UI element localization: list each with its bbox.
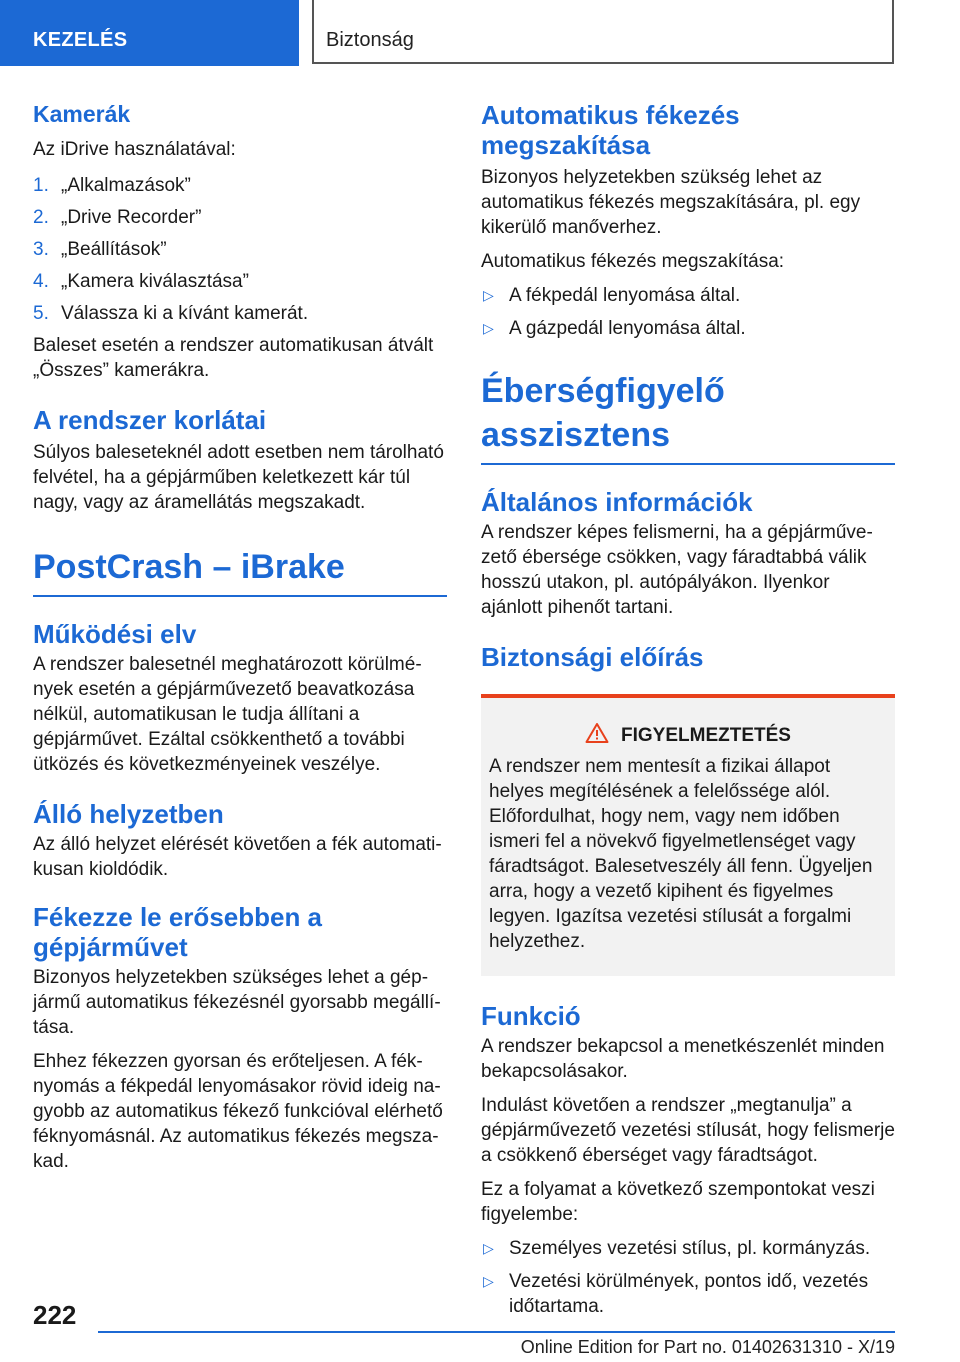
edition-text: Online Edition for Part no. 01402631310 - X/19	[520, 1337, 895, 1357]
standstill-text: Az álló helyzet elérését követően a fék automatikusan kioldódik.	[33, 834, 442, 880]
warning-header	[489, 722, 887, 748]
section-label: KEZELÉS	[33, 29, 128, 51]
warning-label: FIGYELMEZTETÉS	[621, 725, 791, 746]
list-item: ▷ A gázpedál lenyomása által.	[483, 318, 746, 339]
list-item: 1. „Alkalmazások”	[33, 175, 191, 196]
abort-heading: Automatikus fékezés megszakítása	[481, 100, 740, 160]
page-header	[0, 0, 960, 66]
triangle-bullet-icon: ▷	[483, 1240, 494, 1256]
brake-harder-heading: Fékezze le erősebben a gépjárművet	[33, 902, 323, 962]
function-text-1: A rendszer bekapcsol a menetkészenlét minden bekapcsolásakor.	[481, 1036, 885, 1082]
list-item: ▷ Vezetési körülmények, pontos idő, vezetés időtartama.	[483, 1271, 869, 1317]
cameras-intro: Az iDrive használatával:	[33, 139, 236, 160]
warning-triangle-icon	[585, 722, 609, 744]
left-column	[33, 100, 447, 1174]
list-item: 4. „Kamera kiválasztása”	[33, 271, 249, 292]
brake-harder-text-1: Bizonyos helyzetekben szükséges lehet a gépjármű automatikus fékezésnél gyorsabb megállítása.	[33, 967, 441, 1038]
function-text-3: Ez a folyamat a következő szempontokat veszi figyelembe:	[481, 1179, 875, 1225]
principle-text: A rendszer balesetnél meghatározott körülmények esetén a gépjárművezető beavatkozása nélkül, automatikusan le tudja állítani a gépjárművet. Ezáltal csökkenthető a további ütközés és következményeinek veszélye.	[33, 654, 422, 775]
list-item: ▷ A fékpedál lenyomása által.	[483, 285, 741, 306]
triangle-bullet-icon: ▷	[483, 287, 494, 303]
list-item: ▷ Személyes vezetési stílus, pl. kormányzás.	[483, 1238, 871, 1259]
cameras-heading: Kamerák	[33, 101, 131, 127]
function-text-2: Indulást követően a rendszer „megtanulja” a gépjárművezető vezetési stílusát, hogy felismerje a csökkenő éberséget vagy fáradtságot.	[481, 1095, 895, 1166]
chapter-tab	[312, 0, 894, 64]
page-number: 222	[33, 1300, 77, 1330]
safety-heading: Biztonsági előírás	[481, 642, 704, 672]
section-tab[interactable]	[0, 0, 299, 66]
general-heading: Általános információk	[481, 487, 753, 517]
limits-text: Súlyos baleseteknél adott esetben nem tárolható felvétel, ha a gépjárműben keletkezett kár túl nagy, vagy az áramellátás megszakadt.	[33, 442, 444, 513]
abort-text-2: Automatikus fékezés megszakítása:	[481, 251, 785, 272]
abort-text-1: Bizonyos helyzetekben szükség lehet az automatikus fékezés megszakítására, pl. egy kikerülő manőverhez.	[481, 167, 861, 238]
triangle-bullet-icon: ▷	[483, 320, 494, 336]
brake-harder-text-2: Ehhez fékezzen gyorsan és erőteljesen. A féknyomás a fékpedál lenyomásakor rövid ideig nagyobb az automatikus fékező funkcióval elérhető féknyomásnál. Az automatikus fékezés megszakad.	[33, 1051, 443, 1172]
list-item: 3. „Beállítások”	[33, 239, 167, 260]
postcrash-heading: PostCrash – iBrake	[33, 545, 447, 597]
attention-heading: Éberségfigyelő asszisztens	[481, 369, 895, 465]
general-text: A rendszer képes felismerni, ha a gépjárművezető ébersége csökken, vagy fáradtabbá válik hosszú utakon, pl. autópályákon. Ilyenkor ajánlott pihenőt tartani.	[481, 522, 873, 618]
list-item: 2. „Drive Recorder”	[33, 207, 202, 228]
standstill-heading: Álló helyzetben	[33, 799, 224, 829]
triangle-bullet-icon: ▷	[483, 1273, 494, 1289]
warning-text: A rendszer nem mentesít a fizikai állapot helyes megítélésének a felelőssége alól. Előfordulhat, hogy nem, vagy nem időben ismeri fel a növekvő figyelmetlenséget vagy fáradtságot. Balesetveszély áll fenn. Ügyeljen arra, hogy a vezető kipihent és figyelmes legyen. Igazítsa vezetési stílusát a forgalmi helyzethez.	[489, 756, 873, 952]
cameras-note: Baleset esetén a rendszer automatikusan átvált „Összes” kamerákra.	[33, 335, 434, 381]
limits-heading: A rendszer korlátai	[33, 405, 267, 435]
function-heading: Funkció	[481, 1001, 581, 1031]
right-column	[481, 100, 895, 1319]
cameras-steps-list	[33, 173, 447, 326]
principle-heading: Működési elv	[33, 619, 197, 649]
warning-box	[481, 694, 895, 976]
footer-divider	[98, 1331, 895, 1333]
function-list	[481, 1236, 895, 1319]
list-item: 5. Válassza ki a kívánt kamerát.	[33, 303, 309, 324]
chapter-label: Biztonság	[326, 29, 414, 51]
abort-list	[481, 283, 895, 341]
